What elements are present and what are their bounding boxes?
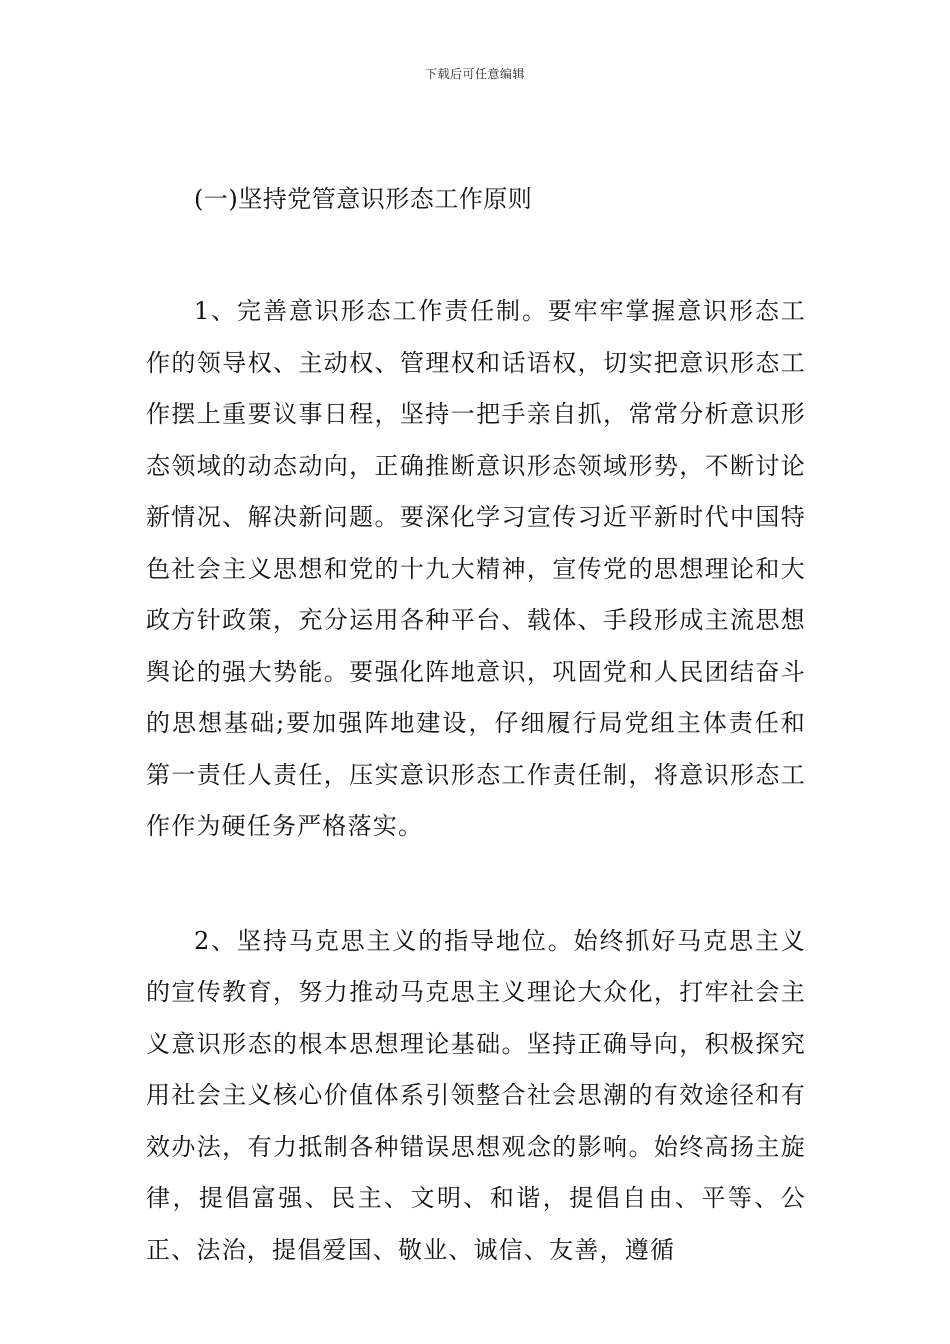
paragraph-1: 1、完善意识形态工作责任制。要牢牢掌握意识形态工作的领导权、主动权、管理权和话语权，切实把意识形态工作摆上重要议事日程，坚持一把手亲自抓，常常分析意识形态领域的动态动向，正确推断意识形态领域形势，不断讨论新情况、解决新问题。要深化学习宣传习近平新时代中国特色社会主义思想和党的十九大精神，宣传党的思想理论和大政方针政策，充分运用各种平台、载体、手段形成主流思想舆论的强大势能。要强化阵地意识，巩固党和人民团结奋斗的思想基础;要加强阵地建设，仔细履行局党组主体责任和第一责任人责任，压实意识形态工作责任制，将意识形态工作作为硬任务严格落实。 <box>146 297 806 840</box>
section-heading: (一)坚持党管意识形态工作原则 <box>194 185 533 213</box>
document-body <box>146 178 806 1339</box>
page-header: 下载后可任意编辑 <box>424 67 525 81</box>
paragraph-2: 2、坚持马克思主义的指导地位。始终抓好马克思主义的宣传教育，努力推动马克思主义理论大众化，打牢社会主义意识形态的根本思想理论基础。坚持正确导向，积极探究用社会主义核心价值体系引领整合社会思潮的有效途径和有效办法，有力抵制各种错误思想观念的影响。始终高扬主旋律，提倡富强、民主、文明、和谐，提倡自由、平等、公正、法治，提倡爱国、敬业、诚信、友善，遵循 <box>146 926 806 1264</box>
